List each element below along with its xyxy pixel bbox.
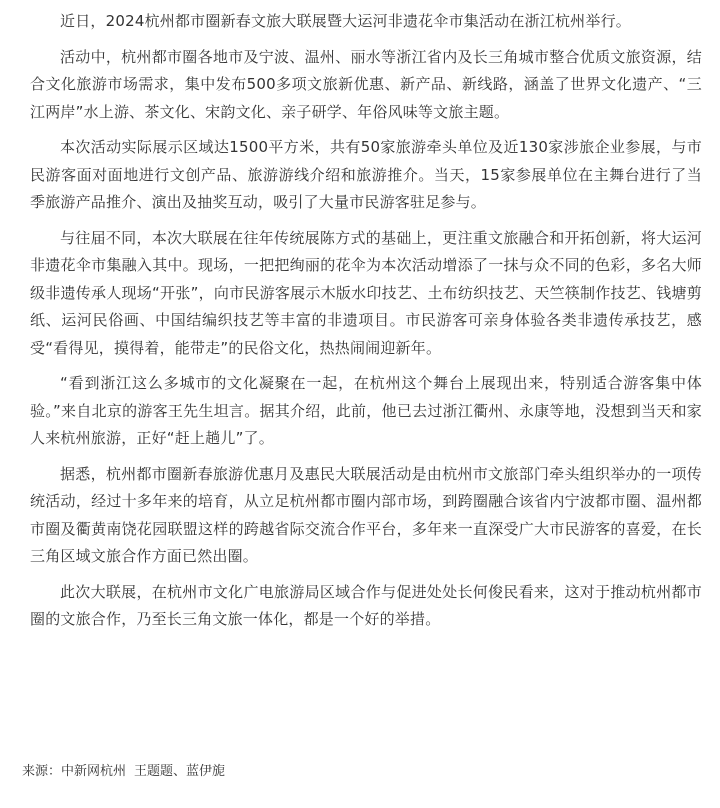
paragraph-intro: 近日，2024杭州都市圈新春文旅大联展暨大运河非遗花伞市集活动在浙江杭州举行。 [60, 12, 631, 30]
paragraph-exhibition-scale: 本次活动实际展示区域达1500平方米，共有50家旅游牵头单位及近130家涉旅企业参展，与市民游客面对面地进行文创产品、旅游游线介绍和旅游推介。当天，15家参展单位在主舞台进行了当季旅游产品推介、演出及抽奖互动，吸引了大量市民游客驻足参与。 [30, 138, 702, 211]
paragraph-visitor-quote: “看到浙江这么多城市的文化凝聚在一起，在杭州这个舞台上展现出来，特别适合游客集中体验。”来自北京的游客王先生坦言。据其介绍，此前，他已去过浙江衢州、永康等地，没想到当天和家人来杭州旅游，正好“赶上趟儿”了。 [30, 374, 702, 447]
paragraph-background: 据悉，杭州都市圈新春旅游优惠月及惠民大联展活动是由杭州市文旅部门牵头组织举办的一项传统活动，经过十多年来的培育，从立足杭州都市圈内部市场，到跨圈融合该省内宁波都市圈、温州都市圈及衢黄南饶花园联盟这样的跨越省际交流合作平台，多年来一直深受广大市民游客的喜爱，在长三角区域文旅合作方面已然出圈。 [30, 464, 702, 565]
article-body [30, 8, 702, 642]
source-credit [22, 762, 225, 782]
paragraph-activities: 活动中，杭州都市圈各地市及宁波、温州、丽水等浙江省内及长三角城市整合优质文旅资源，结合文化旅游市场需求，集中发布500多项文旅新优惠、新产品、新线路，涵盖了世界文化遗产、“三江两岸”水上游、茶文化、宋韵文化、亲子研学、年俗风味等文旅主题。 [30, 47, 702, 121]
source-label: 来源：中新网杭州 [22, 764, 127, 779]
paragraph-conclusion: 此次大联展，在杭州市文化广电旅游局区域合作与促进处处长何俊民看来，这对于推动杭州都市圈的文旅合作，乃至长三角文旅一体化，都是一个好的举措。 [30, 582, 702, 628]
paragraph-intangible-heritage: 与往届不同，本次大联展在往年传统展陈方式的基础上，更注重文旅融合和开拓创新，将大运河非遗花伞市集融入其中。现场，一把把绚丽的花伞为本次活动增添了一抹与众不同的色彩，多名大师级非遗传承人现场“开张”，向市民游客展示木版水印技艺、土布纺织技艺、天竺筷制作技艺、钱塘剪纸、运河民俗画、中国结编织技艺等丰富的非遗项目。市民游客可亲身体验各类非遗传承技艺，感受“看得见，摸得着，能带走”的民俗文化，热热闹闹迎新年。 [30, 228, 702, 357]
source-authors: 王题题、蓝伊旎 [134, 764, 226, 779]
